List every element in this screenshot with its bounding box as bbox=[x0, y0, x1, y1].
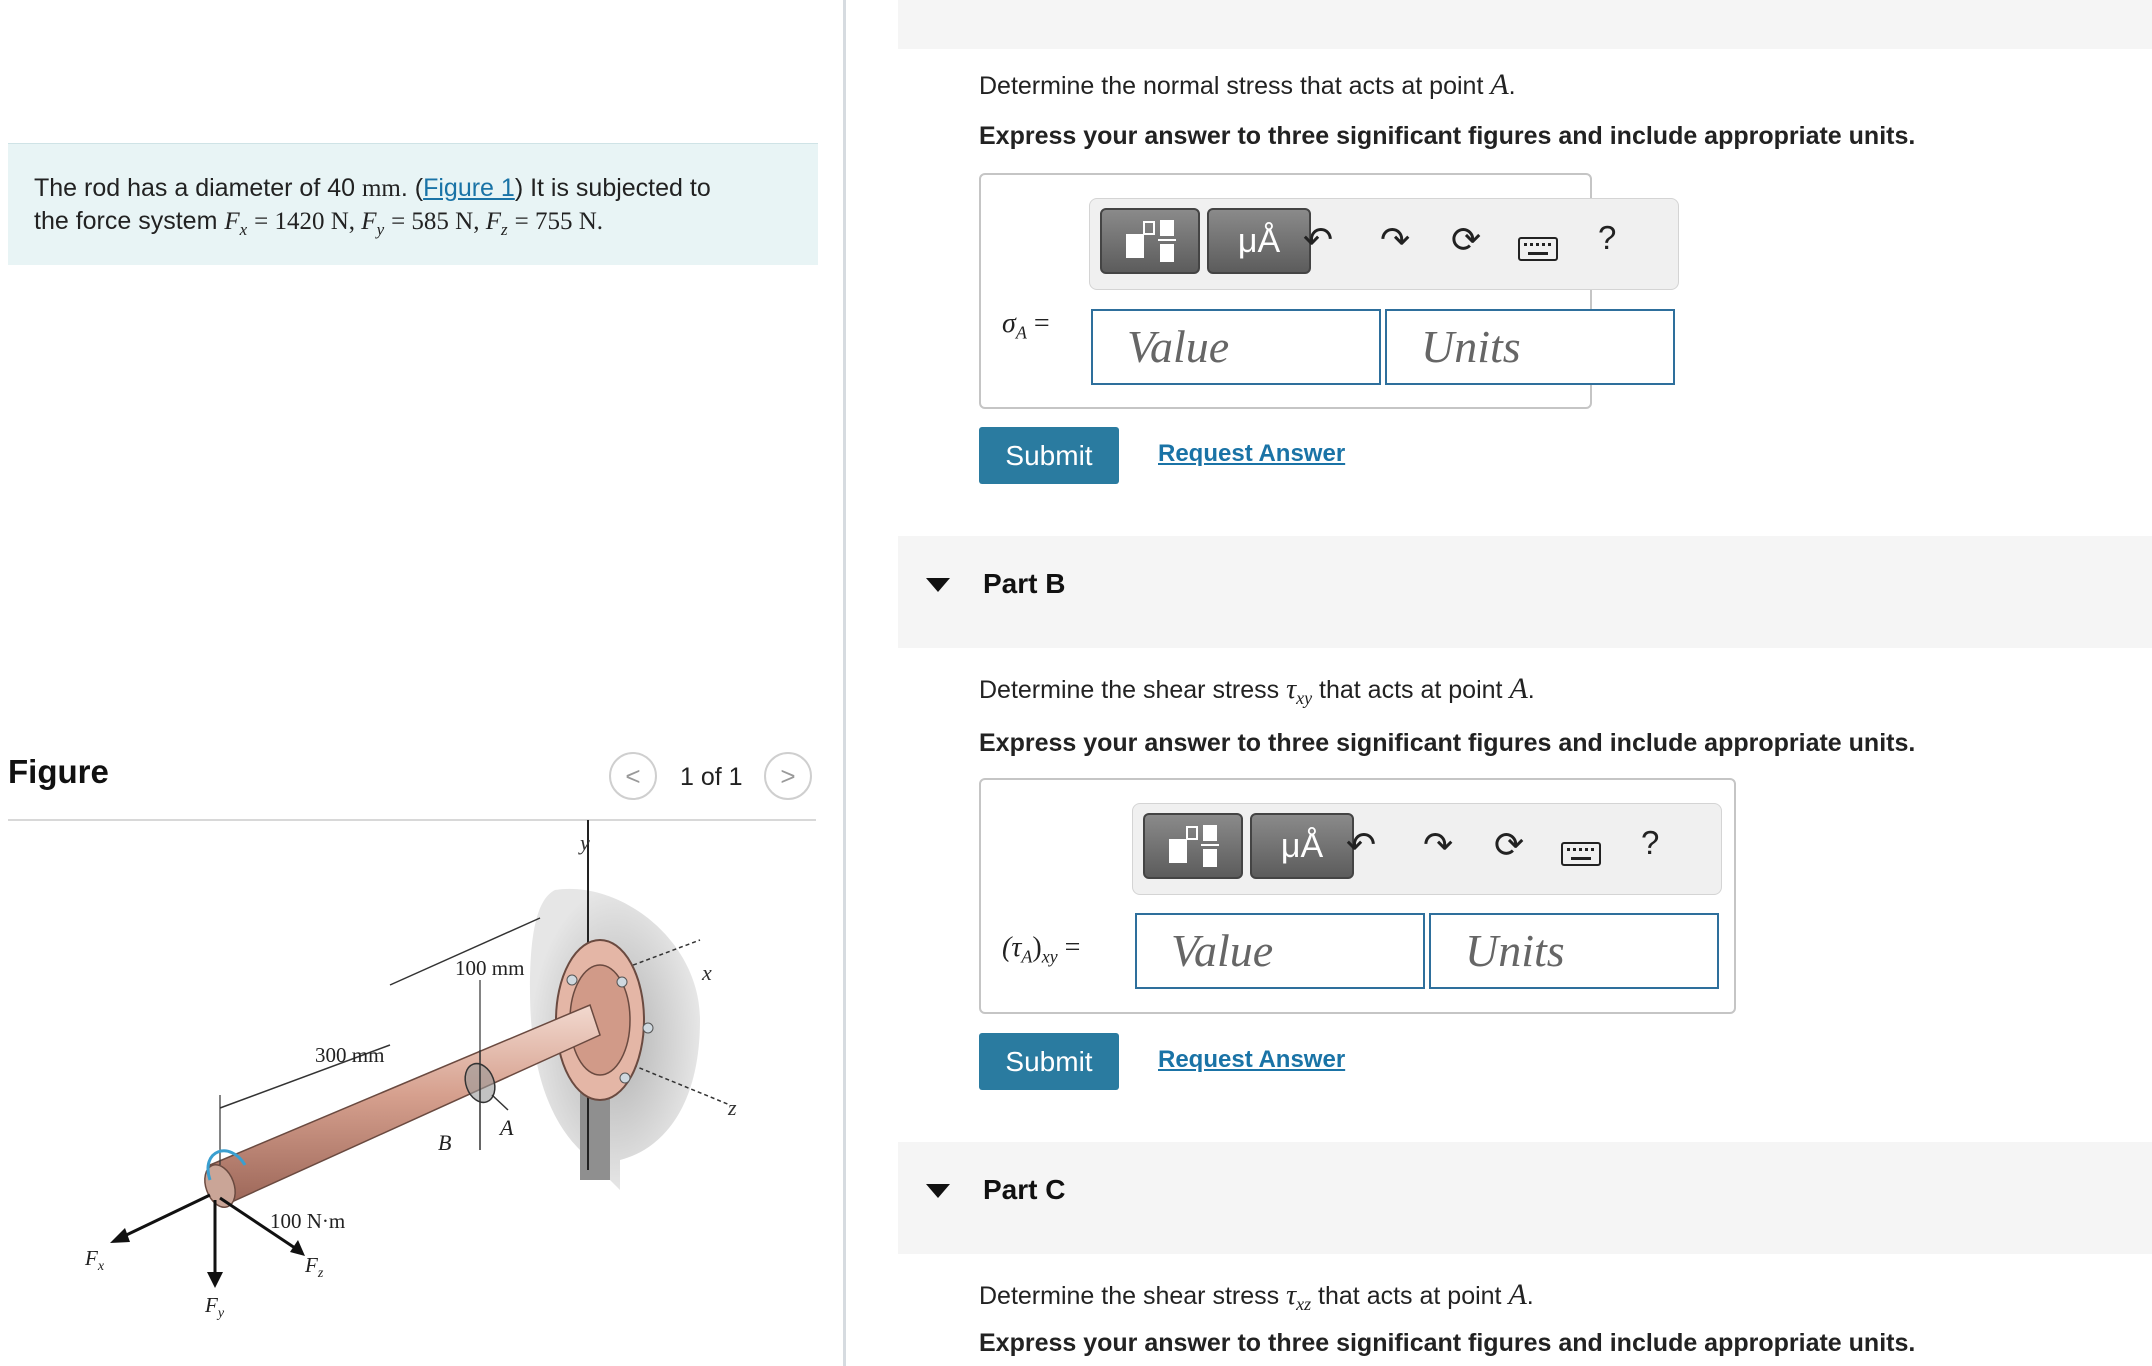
sigma-a-label: $\sigma_A$ = bbox=[1002, 308, 1050, 343]
part-c-title: Part C bbox=[983, 1174, 1066, 1205]
bolt bbox=[567, 975, 577, 985]
problem-text: ) It is subjected to bbox=[514, 174, 711, 202]
units-icon: μÅ bbox=[1280, 827, 1324, 865]
units-button[interactable] bbox=[1250, 813, 1354, 879]
right-panel bbox=[898, 0, 2152, 1366]
part-b-header[interactable] bbox=[898, 536, 2152, 648]
templates-button[interactable] bbox=[1100, 208, 1200, 274]
bolt bbox=[617, 977, 627, 987]
fz-symbol: $F_z$ bbox=[485, 208, 508, 239]
tau-a-xy-label: $(\tau_A)_{xy}$ = bbox=[1002, 932, 1081, 967]
value-input[interactable]: Value bbox=[1135, 913, 1425, 989]
templates-icon bbox=[1145, 815, 1241, 877]
part-a-instruction: Express your answer to three significant figures and include appropriate units. bbox=[979, 122, 1916, 150]
fx-value: = 1420 N, bbox=[254, 208, 362, 235]
units-button[interactable] bbox=[1207, 208, 1311, 274]
force-fz-label: $F_z$ bbox=[305, 1253, 324, 1281]
part-a-submit-button[interactable]: Submit bbox=[979, 427, 1119, 484]
force-fy-label: $F_y$ bbox=[205, 1293, 225, 1321]
part-a-prompt: Determine the normal stress that acts at point A. bbox=[979, 68, 1516, 101]
force-fx-arrow bbox=[120, 1195, 210, 1238]
unit-mm: mm bbox=[361, 175, 401, 202]
part-b-prompt: Determine the shear stress $\tau_{xy}$ that acts at point A. bbox=[979, 672, 1535, 708]
figure-header bbox=[8, 745, 816, 821]
problem-statement bbox=[8, 143, 818, 265]
fx-symbol: $F_x$ bbox=[224, 208, 248, 239]
keyboard-icon[interactable] bbox=[1518, 229, 1558, 271]
keyboard-icon[interactable] bbox=[1561, 834, 1601, 876]
dim-label-100mm: 100 mm bbox=[455, 956, 525, 980]
fy-value: = 585 N, bbox=[391, 208, 486, 235]
point-a-label: A bbox=[500, 1115, 514, 1140]
math-toolbar bbox=[1132, 803, 1722, 895]
redo-icon[interactable]: ↷ bbox=[1423, 824, 1454, 865]
figure-counter: 1 of 1 bbox=[680, 763, 743, 791]
figure-title: Figure bbox=[8, 753, 109, 790]
units-icon: μÅ bbox=[1237, 222, 1281, 260]
part-a-answer-box bbox=[979, 173, 1617, 409]
part-b-submit-button[interactable]: Submit bbox=[979, 1033, 1119, 1090]
force-fx-label: $F_x$ bbox=[85, 1246, 105, 1274]
part-a-request-answer-link[interactable]: Request Answer bbox=[1158, 440, 1346, 467]
part-b-instruction: Express your answer to three significant figures and include appropriate units. bbox=[979, 729, 1916, 757]
rod bbox=[210, 1005, 600, 1205]
part-b-title: Part B bbox=[983, 568, 1066, 599]
rod-figure bbox=[60, 820, 780, 1340]
undo-icon[interactable]: ↶ bbox=[1303, 219, 1334, 260]
chevron-right-icon: > bbox=[780, 761, 796, 791]
fz-value: = 755 N. bbox=[514, 208, 603, 235]
prev-figure-button[interactable] bbox=[609, 752, 657, 800]
axis-label-y: y bbox=[580, 830, 590, 855]
figure-link[interactable]: Figure 1 bbox=[423, 174, 515, 202]
help-icon[interactable]: ? bbox=[1641, 824, 1660, 861]
part-c-instruction: Express your answer to three significant figures and include appropriate units. bbox=[979, 1329, 1916, 1357]
part-c-header[interactable] bbox=[898, 1142, 2152, 1254]
part-b-request-answer-link[interactable]: Request Answer bbox=[1158, 1046, 1346, 1073]
collapse-triangle-icon[interactable] bbox=[926, 578, 950, 592]
dim-label-300mm: 300 mm bbox=[315, 1043, 385, 1067]
bolt bbox=[643, 1023, 653, 1033]
problem-text: . ( bbox=[400, 174, 424, 202]
templates-button[interactable] bbox=[1143, 813, 1243, 879]
part-b-answer-box bbox=[979, 778, 1736, 1014]
problem-text: the force system bbox=[34, 207, 225, 235]
problem-text: The rod has a diameter of 40 bbox=[34, 174, 362, 202]
part-a-header-bar bbox=[898, 0, 2152, 49]
undo-icon[interactable]: ↶ bbox=[1346, 824, 1377, 865]
next-figure-button[interactable] bbox=[764, 752, 812, 800]
units-input[interactable]: Units bbox=[1385, 309, 1675, 385]
reset-icon[interactable]: ⟳ bbox=[1494, 824, 1525, 865]
chevron-left-icon: < bbox=[625, 761, 641, 791]
value-input[interactable]: Value bbox=[1091, 309, 1381, 385]
bolt bbox=[620, 1073, 630, 1083]
axis-label-z: z bbox=[728, 1095, 737, 1120]
part-c-prompt: Determine the shear stress $\tau_{xz}$ that acts at point A. bbox=[979, 1278, 1534, 1314]
torque-label: 100 N·m bbox=[270, 1209, 346, 1233]
redo-icon[interactable]: ↷ bbox=[1380, 219, 1411, 260]
left-panel bbox=[0, 0, 845, 1366]
point-b-label: B bbox=[438, 1130, 452, 1155]
axis-label-x: x bbox=[702, 960, 712, 985]
reset-icon[interactable]: ⟳ bbox=[1451, 219, 1482, 260]
templates-icon bbox=[1102, 210, 1198, 272]
fy-symbol: $F_y$ bbox=[361, 208, 385, 239]
collapse-triangle-icon[interactable] bbox=[926, 1184, 950, 1198]
help-icon[interactable]: ? bbox=[1598, 219, 1617, 256]
math-toolbar bbox=[1089, 198, 1679, 290]
units-input[interactable]: Units bbox=[1429, 913, 1719, 989]
panel-divider[interactable] bbox=[843, 0, 846, 1366]
